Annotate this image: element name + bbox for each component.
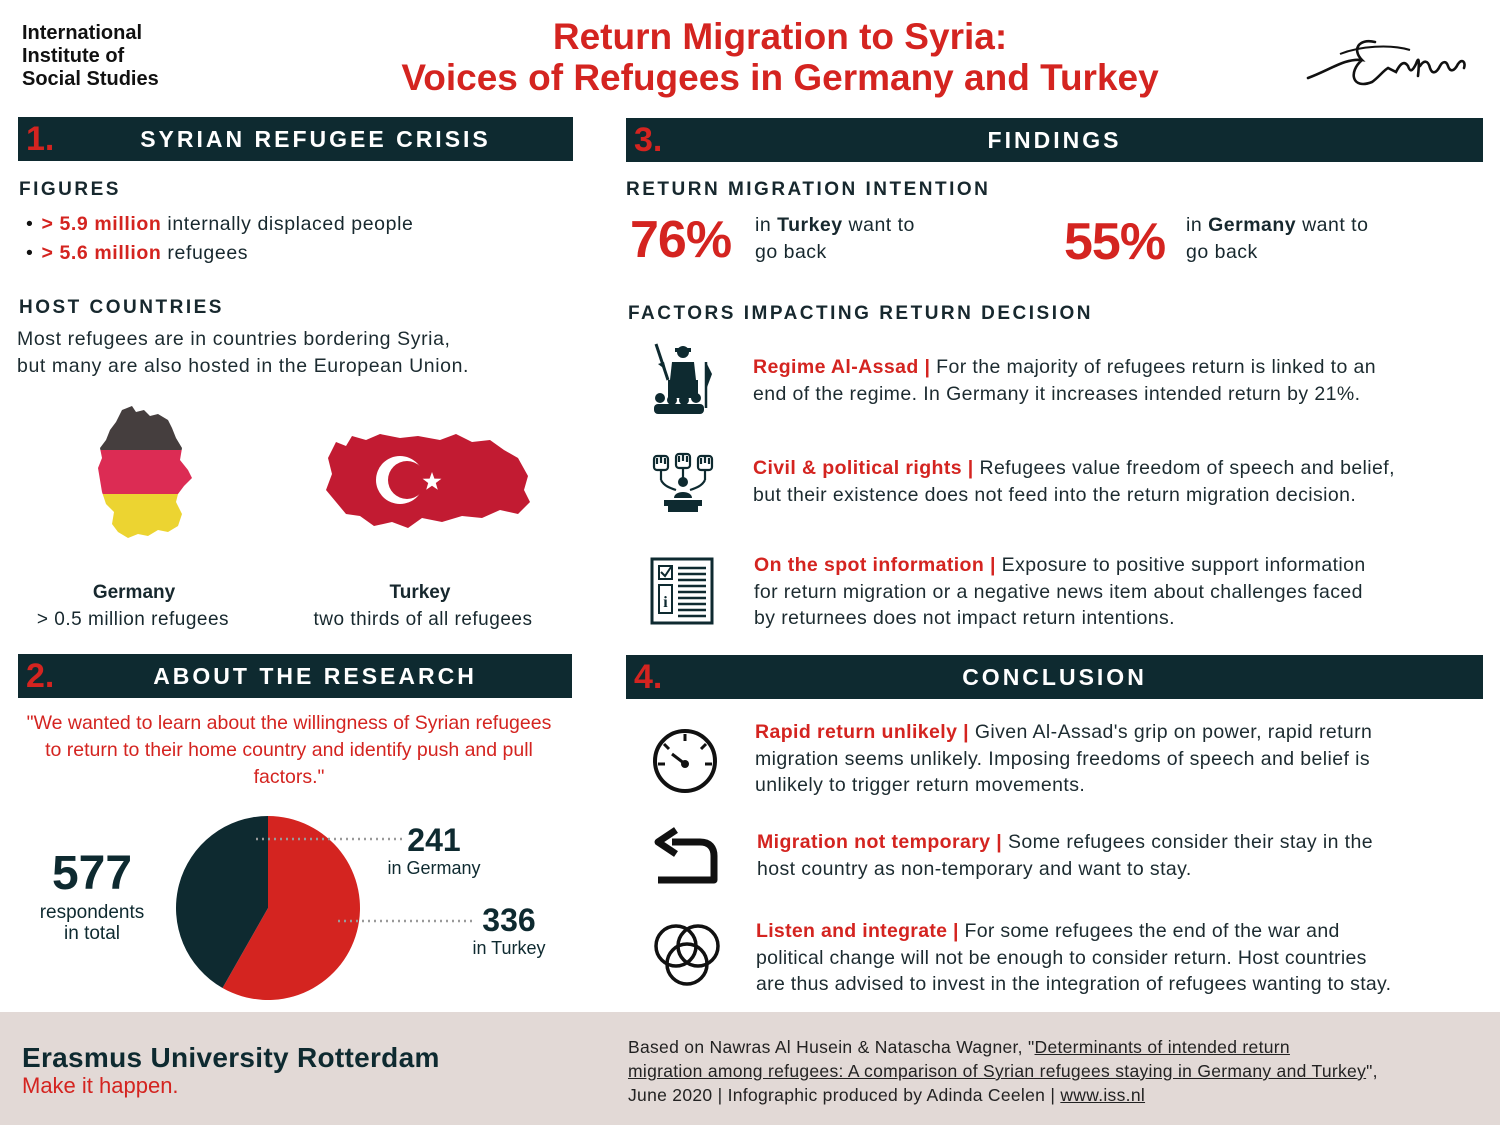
paper-link[interactable]: Determinants of intended return	[1034, 1037, 1290, 1057]
protest-fists-icon	[652, 452, 714, 514]
section-title: SYRIAN REFUGEE CRISIS	[140, 126, 491, 152]
host-countries-heading: HOST COUNTRIES	[19, 297, 224, 318]
germany-count-label: in Germany	[387, 858, 481, 878]
turkey-value: two thirds of all refugees	[313, 609, 533, 630]
turkey-count-label: in Turkey	[472, 938, 546, 958]
speedometer-icon	[650, 726, 720, 794]
factor-regime: Regime Al-Assad | For the majority of refugees return is linked to an end of the regime. In Germany it increases intended return by 21%.	[753, 356, 1377, 405]
svg-text:i: i	[663, 594, 668, 611]
germany-value: > 0.5 million refugees	[36, 609, 230, 630]
dictator-podium-icon	[650, 340, 716, 418]
title-line-1: Return Migration to Syria:	[552, 16, 1008, 57]
figures-heading: FIGURES	[19, 179, 121, 200]
factor-information: On the spot information | Exposure to positive support information for return migration or a negative news item about challenges faced by returnees does not impact return intentions.	[754, 554, 1366, 629]
germany-label: Germany	[92, 582, 176, 603]
section-4-header	[626, 655, 1483, 699]
respondents-total	[22, 846, 162, 944]
website-link[interactable]: www.iss.nl	[1060, 1085, 1146, 1105]
paper-link[interactable]: migration among refugees: A comparison of Syrian refugees staying in Germany and Turkey	[628, 1061, 1367, 1081]
section-number: 4.	[634, 658, 663, 696]
turkey-label: Turkey	[389, 582, 451, 603]
turkey-percentage: 76%	[630, 211, 732, 269]
turkey-count: 336	[482, 902, 536, 938]
research-quote: "We wanted to learn about the willingness of Syrian refugees to return to their home country and identify push and pull factors."	[26, 712, 552, 788]
citation: Based on Nawras Al Husein & Natascha Wagner, "Determinants of intended return migration among refugees: A comparison of Syrian refugees staying in Germany and Turkey", June 2020 | Infographic produced by Adinda Ceelen | www.iss.nl	[628, 1037, 1378, 1105]
section-title: FINDINGS	[987, 127, 1122, 153]
university-name: Erasmus University Rotterdam	[22, 1042, 440, 1073]
conclusion-rapid-return: Rapid return unlikely | Given Al-Assad's grip on power, rapid return migration seems unlikely. Imposing freedoms of speech and belief is unlikely to trigger return movements.	[755, 721, 1373, 796]
conclusion-integrate: Listen and integrate | For some refugees the end of the war and political change will not be enough to consider return. Host countries are thus advised to invest in the integration of refugees wanting to stay.	[756, 920, 1392, 995]
germany-stat-text: in Germany want to go back	[1186, 214, 1369, 263]
erasmus-signature-logo	[1300, 20, 1475, 100]
university-slogan: Make it happen.	[22, 1073, 179, 1098]
iss-logo-line: Institute of	[22, 45, 125, 67]
total-label: in total	[64, 923, 120, 944]
total-label: respondents	[39, 902, 145, 923]
germany-count: 241	[407, 822, 461, 858]
section-2-header	[18, 654, 572, 698]
turkey-flag-map	[322, 428, 532, 532]
page-title	[330, 16, 1230, 98]
germany-respondents	[382, 822, 486, 878]
section-number: 1.	[26, 120, 55, 158]
list-item: • > 5.6 million refugees	[26, 239, 413, 268]
title-line-2: Voices of Refugees in Germany and Turkey	[401, 57, 1159, 98]
intention-heading: RETURN MIGRATION INTENTION	[626, 179, 991, 200]
return-arrow-icon	[654, 828, 720, 886]
venn-circles-icon	[652, 922, 722, 988]
list-item: • > 5.9 million internally displaced people	[26, 210, 413, 239]
section-title: ABOUT THE RESEARCH	[153, 663, 477, 689]
germany-percentage: 55%	[1064, 213, 1166, 271]
host-countries-text: Most refugees are in countries bordering Syria, but many are also hosted in the European Union.	[17, 328, 470, 377]
turkey-respondents	[462, 902, 556, 958]
conclusion-not-temporary: Migration not temporary | Some refugees consider their stay in the host country as non-temporary and want to stay.	[757, 831, 1373, 880]
turkey-stat-text: in Turkey want to go back	[755, 214, 915, 263]
section-title: CONCLUSION	[962, 664, 1147, 690]
section-3-header	[626, 118, 1483, 162]
germany-flag-map	[92, 404, 196, 540]
section-number: 2.	[26, 657, 55, 695]
total-value: 577	[51, 847, 133, 900]
newspaper-info-icon	[650, 557, 714, 625]
factor-civil-rights: Civil & political rights | Refugees value freedom of speech and belief, but their existence does not feed into the return migration decision.	[753, 457, 1395, 506]
iss-logo	[22, 22, 159, 91]
section-1-header	[18, 117, 573, 161]
section-number: 3.	[634, 121, 663, 159]
iss-logo-line: Social Studies	[22, 68, 159, 90]
factors-heading: FACTORS IMPACTING RETURN DECISION	[628, 303, 1093, 324]
figures-list	[26, 210, 413, 268]
iss-logo-line: International	[22, 22, 143, 44]
